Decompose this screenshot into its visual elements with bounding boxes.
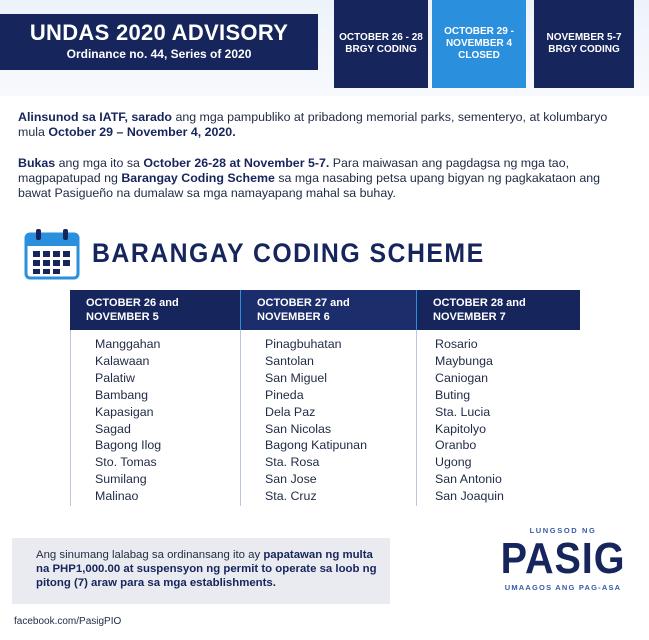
list-item: Kapasigan bbox=[95, 404, 154, 419]
logo-tagline: UMAAGOS ANG PAG-ASA bbox=[504, 583, 622, 592]
open-lead: Bukas bbox=[18, 156, 56, 170]
calendar-icon bbox=[24, 228, 80, 280]
list-item: Ugong bbox=[435, 455, 472, 470]
coding-box-line: NOVEMBER 4 bbox=[445, 38, 513, 49]
logo-top-text: LUNGSOD NG bbox=[529, 526, 597, 535]
column-header-line: OCTOBER 26 and bbox=[86, 297, 179, 309]
list-item: Caniogan bbox=[435, 370, 489, 385]
barangay-list bbox=[240, 330, 416, 506]
coding-box-line: OCTOBER 29 - bbox=[444, 26, 514, 37]
open-text: Para maiwasan ang pagdagsa ng mga tao, magpapatupad ng bbox=[18, 156, 570, 185]
list-item: Sta. Rosa bbox=[265, 455, 320, 470]
advisory-title-box bbox=[0, 14, 318, 70]
list-item: Sta. Lucia bbox=[435, 404, 491, 419]
closure-paragraph bbox=[18, 110, 630, 140]
coding-box-nov5-7 bbox=[534, 0, 634, 88]
open-dates: October 26-28 at November 5-7. bbox=[143, 156, 330, 170]
open-text: sa mga nasabing petsa upang bigyan ng pagkakataon ang bawat Pasigueño na dumalaw sa mga namayapang mahal sa buhay. bbox=[18, 171, 601, 200]
list-item: San Miguel bbox=[265, 370, 327, 385]
list-item: Dela Paz bbox=[265, 404, 316, 419]
coding-box-line: BRGY CODING bbox=[548, 44, 620, 55]
page-title: UNDAS 2020 ADVISORY bbox=[29, 20, 289, 45]
column-header-line: NOVEMBER 6 bbox=[257, 311, 330, 323]
barangay-list bbox=[416, 330, 580, 506]
list-item: Sto. Tomas bbox=[95, 455, 157, 470]
list-item: Bagong Ilog bbox=[95, 438, 162, 453]
column-header-line: NOVEMBER 5 bbox=[86, 311, 159, 323]
scheme-title: BARANGAY CODING SCHEME bbox=[92, 238, 485, 268]
pasig-logo bbox=[486, 526, 640, 626]
open-text: ang mga ito sa bbox=[55, 156, 144, 170]
coding-box-oct26-28 bbox=[334, 0, 428, 88]
list-item: San Nicolas bbox=[265, 421, 332, 436]
facebook-link[interactable]: facebook.com/PasigPIO bbox=[14, 616, 122, 627]
closure-dates: October 29 – November 4, 2020. bbox=[48, 125, 236, 139]
list-item: Palatiw bbox=[95, 370, 135, 385]
list-item: Maybunga bbox=[435, 353, 493, 368]
column-header bbox=[70, 290, 240, 330]
logo-wordmark: PASIG bbox=[500, 534, 626, 583]
list-item: Sta. Cruz bbox=[265, 489, 317, 504]
coding-box-line: BRGY CODING bbox=[345, 44, 417, 55]
barangay-list bbox=[70, 330, 240, 506]
list-item: Pinagbuhatan bbox=[265, 337, 342, 351]
list-item: Sumilang bbox=[95, 472, 147, 487]
list-item: San Jose bbox=[265, 472, 317, 487]
closure-text: ang mga pampubliko at pribadong memorial parks, sementeryo, at kolumbaryo mula bbox=[18, 110, 608, 139]
coding-box-line: OCTOBER 26 - 28 bbox=[339, 32, 423, 43]
list-item: San Antonio bbox=[435, 472, 502, 487]
column-header-line: OCTOBER 27 and bbox=[257, 297, 350, 309]
ordinance-subtitle: Ordinance no. 44, Series of 2020 bbox=[66, 47, 252, 61]
column-header bbox=[240, 290, 416, 330]
list-item: Kalawaan bbox=[95, 353, 150, 368]
list-item: Oranbo bbox=[435, 438, 477, 453]
coding-box-line: CLOSED bbox=[458, 50, 500, 61]
list-item: Kapitolyo bbox=[435, 421, 486, 436]
closure-lead: Alinsunod sa IATF, sarado bbox=[18, 110, 172, 124]
penalty-text: Ang sinumang lalabag sa ordinansang ito ay bbox=[36, 549, 264, 561]
list-item: Manggahan bbox=[95, 337, 161, 351]
column-header-line: OCTOBER 28 and bbox=[433, 297, 526, 309]
list-item: Bagong Katipunan bbox=[265, 438, 367, 453]
list-item: Santolan bbox=[265, 353, 314, 368]
list-item: Buting bbox=[435, 387, 471, 402]
coding-table bbox=[70, 290, 580, 506]
open-paragraph bbox=[18, 156, 630, 201]
coding-box-line: NOVEMBER 5-7 bbox=[546, 32, 622, 43]
list-item: Bambang bbox=[95, 387, 149, 402]
penalty-emphasis: papatawan ng multa na PHP1,000.00 at suspensyon ng permit to operate sa loob ng pitong (7) araw para sa mga establishments. bbox=[36, 549, 377, 589]
penalty-notice bbox=[12, 538, 390, 604]
column-header-line: NOVEMBER 7 bbox=[433, 311, 506, 323]
list-item: Pineda bbox=[265, 387, 304, 402]
list-item: Sagad bbox=[95, 421, 131, 436]
list-item: Rosario bbox=[435, 337, 478, 351]
coding-scheme-mention: Barangay Coding Scheme bbox=[121, 171, 275, 185]
coding-box-closed bbox=[432, 0, 526, 88]
column-header bbox=[416, 290, 580, 330]
list-item: Malinao bbox=[95, 489, 139, 504]
list-item: San Joaquin bbox=[435, 489, 504, 504]
